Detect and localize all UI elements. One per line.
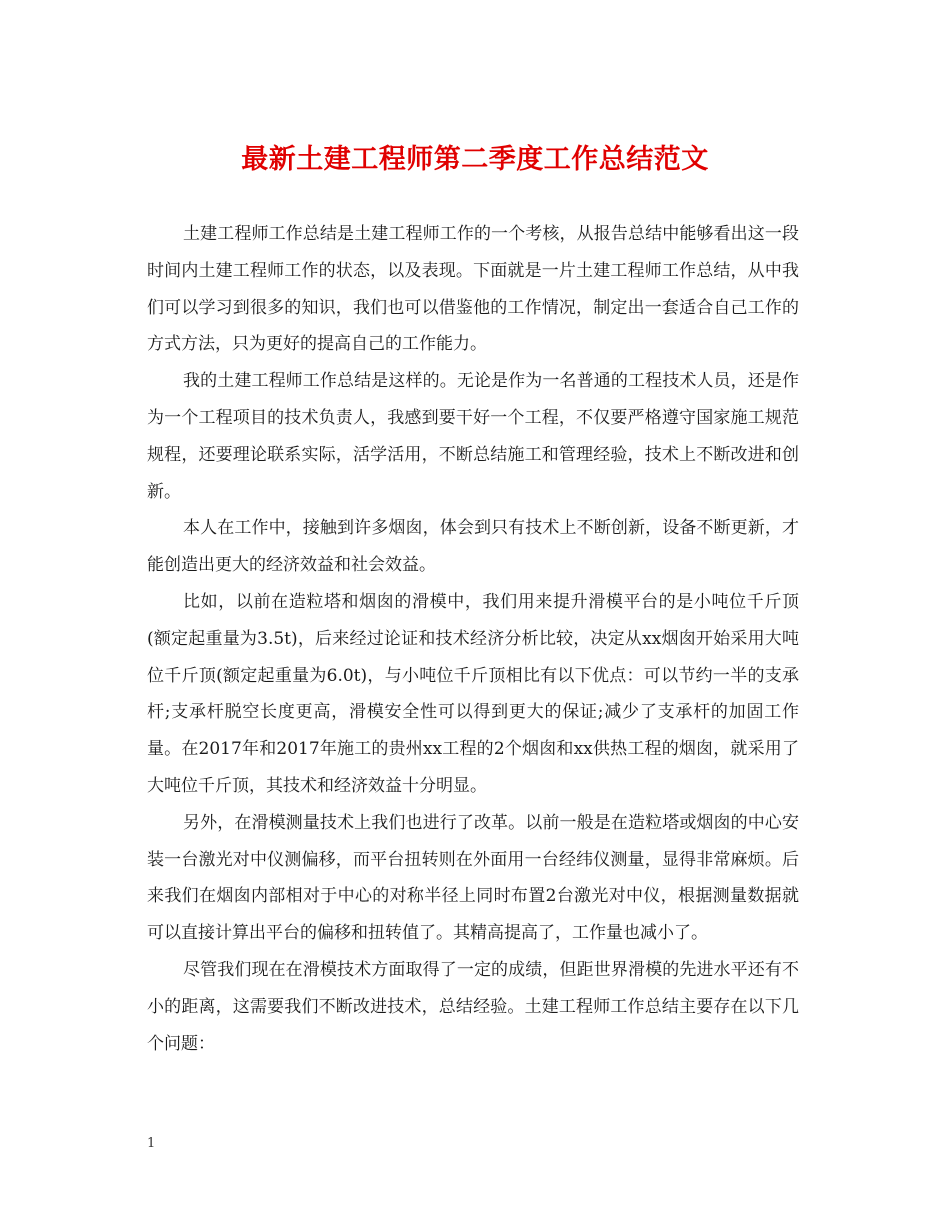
paragraph-innovation: 本人在工作中，接触到许多烟囱，体会到只有技术上不断创新，设备不断更新，才能创造出更大的经济效益和社会效益。: [147, 518, 799, 576]
paragraph-summary: 我的土建工程师工作总结是这样的。无论是作为一名普通的工程技术人员，还是作为一个工程项目的技术负责人，我感到要干好一个工程，不仅要严格遵守国家施工规范规程，还要理论联系实际，活学活用，不断总结施工和管理经验，技术上不断改进和创新。: [147, 371, 799, 502]
page-number: 1: [147, 1136, 156, 1151]
paragraph-intro: 土建工程师工作总结是土建工程师工作的一个考核，从报告总结中能够看出这一段时间内土建工程师工作的状态，以及表现。下面就是一片土建工程师工作总结，从中我们可以学习到很多的知识，我们也可以借鉴他的工作情况，制定出一套适合自己工作的方式方法，只为更好的提高自己的工作能力。: [147, 224, 799, 355]
paragraph-measurement: 另外，在滑模测量技术上我们也进行了改革。以前一般是在造粒塔或烟囱的中心安装一台激光对中仪测偏移，而平台扭转则在外面用一台经纬仪测量，显得非常麻烦。后来我们在烟囱内部相对于中心的对称半径上同时布置2台激光对中仪，根据测量数据就可以直接计算出平台的偏移和扭转值了。其精高提高了，工作量也减小了。: [147, 812, 799, 944]
document-body: [147, 216, 799, 1062]
document-title: 最新土建工程师第二季度工作总结范文: [241, 144, 709, 175]
paragraph-jack-example: 比如，以前在造粒塔和烟囱的滑模中，我们用来提升滑模平台的是小吨位千斤顶(额定起重量为3.5t)，后来经过论证和技术经济分析比较，决定从xx烟囱开始采用大吨位千斤顶(额定起重量为6.0t)，与小吨位千斤顶相比有以下优点：可以节约一半的支承杆;支承杆脱空长度更高，滑模安全性可以得到更大的保证;减少了支承杆的加固工作量。在2017年和2017年施工的贵州xx工程的2个烟囱和xx供热工程的烟囱，就采用了大吨位千斤顶，其技术和经济效益十分明显。: [147, 591, 799, 796]
paragraph-problems: 尽管我们现在在滑模技术方面取得了一定的成绩，但距世界滑模的先进水平还有不小的距离，这需要我们不断改进技术，总结经验。土建工程师工作总结主要存在以下几个问题：: [147, 959, 799, 1054]
